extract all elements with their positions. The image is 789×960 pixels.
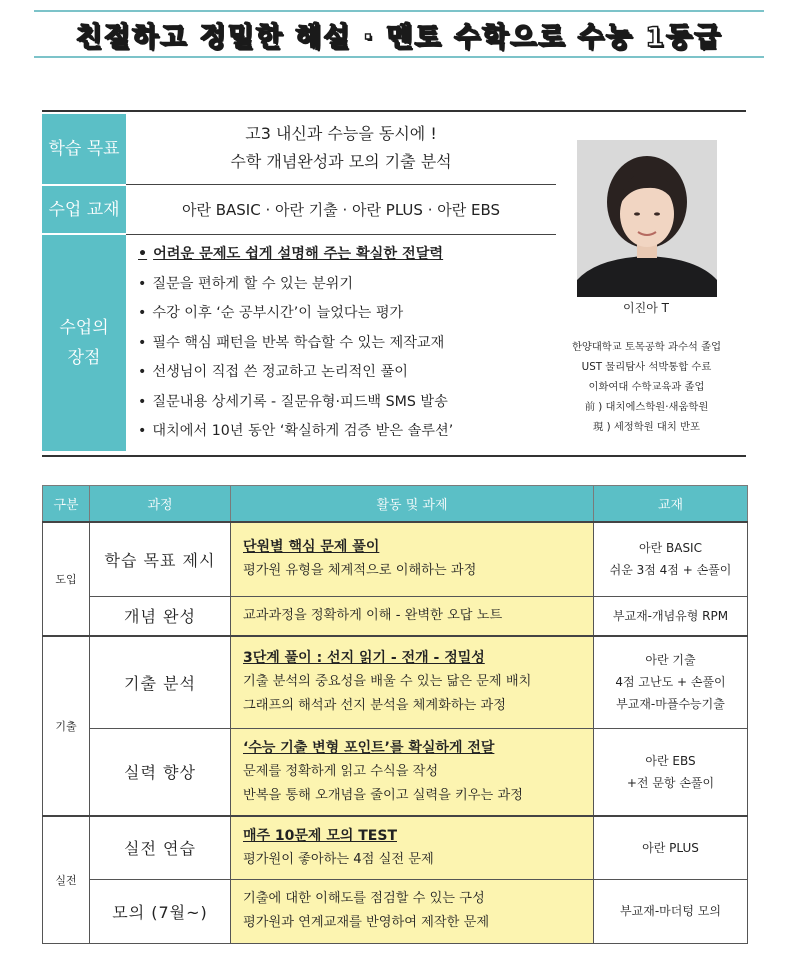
process-cell: 학습 목표 제시 [90, 522, 231, 596]
merit-item: • 선생님이 직접 쓴 정교하고 논리적인 풀이 [138, 364, 408, 380]
activity-cell: 교과과정을 정확하게 이해 - 완벽한 오답 노트 [231, 596, 594, 636]
activity-cell: ‘수능 기출 변형 포인트’를 확실하게 전달 문제를 정확하게 읽고 수식을 작성 반복을 통해 오개념을 줄이고 실력을 키우는 과정 [231, 728, 594, 816]
process-cell: 실력 향상 [90, 728, 231, 816]
merit-list [126, 234, 556, 452]
activity-cell: 3단계 풀이 : 선지 읽기 - 전개 - 정밀성 기출 분석의 중요성을 배울 수 있는 닮은 문제 배치 그래프의 해석과 선지 분석을 체계화하는 과정 [231, 636, 594, 728]
stage-cell: 도입 [43, 522, 90, 636]
stage-cell: 기출 [43, 636, 90, 816]
table-header-row [43, 486, 748, 523]
process-cell: 실전 연습 [90, 816, 231, 879]
merit-item: • 수강 이후 ‘순 공부시간’이 늘었다는 평가 [138, 305, 404, 321]
merit-item: • 질문을 편하게 할 수 있는 분위기 [138, 275, 354, 292]
career-line: 한양대학교 토목공학 과수석 졸업 [571, 341, 722, 353]
merit-item: • 필수 핵심 패턴을 반복 학습할 수 있는 제작교재 [138, 334, 445, 351]
teacher-name: 이진아 T [623, 301, 669, 315]
title-banner [34, 10, 764, 58]
activity-cell: 기출에 대한 이해도를 점검할 수 있는 구성 평가원과 연계교재를 반영하여 제작한 문제 [231, 879, 594, 943]
material-cell: 아란 EBS +전 문항 손풀이 [594, 728, 748, 816]
teacher-career [544, 337, 749, 437]
table-row [43, 879, 748, 943]
table-row [43, 596, 748, 636]
goal-line: 고3 내신과 수능을 동시에 ! [245, 124, 437, 143]
teacher-portrait-image [577, 140, 717, 297]
material-cell: 부교재-마더텅 모의 [594, 879, 748, 943]
merit-item: • 어려운 문제도 쉽게 설명해 주는 확실한 전달력 [138, 246, 444, 262]
career-line: 前 ) 대치에스학원·새움학원 [584, 401, 709, 413]
header-material: 교재 [594, 486, 748, 523]
book-label: 수업 교재 [42, 186, 126, 233]
table-row [43, 816, 748, 879]
career-line: UST 물리탐사 석박통합 수료 [581, 361, 712, 373]
table-row [43, 728, 748, 816]
header-stage: 구분 [43, 486, 90, 523]
process-cell: 개념 완성 [90, 596, 231, 636]
career-line: 이화여대 수학교육과 졸업 [588, 381, 705, 393]
course-info-section [42, 110, 746, 457]
table-row [43, 522, 748, 596]
process-cell: 기출 분석 [90, 636, 231, 728]
process-cell: 모의 (7월~) [90, 879, 231, 943]
merit-item: • 대치에서 10년 동안 ‘확실하게 검증 받은 솔루션’ [138, 423, 454, 439]
header-activity: 활동 및 과제 [231, 486, 594, 523]
goal-label: 학습 목표 [42, 114, 126, 184]
merit-label [42, 235, 126, 451]
material-cell: 아란 PLUS [594, 816, 748, 879]
activity-cell: 단원별 핵심 문제 풀이 평가원 유형을 체계적으로 이해하는 과정 [231, 522, 594, 596]
material-cell: 아란 BASIC 쉬운 3점 4점 + 손풀이 [594, 522, 748, 596]
career-line: 現 ) 세정학원 대치 반포 [593, 421, 700, 433]
merit-label-line: 수업의 [59, 318, 109, 338]
stage-cell: 실전 [43, 816, 90, 943]
merit-item: • 질문내용 상세기록 - 질문유형·피드백 SMS 발송 [138, 393, 448, 410]
goal-content [126, 112, 556, 185]
merit-label-line: 장점 [67, 348, 101, 368]
header-process: 과정 [90, 486, 231, 523]
book-content: 아란 BASIC · 아란 기출 · 아란 PLUS · 아란 EBS [126, 184, 556, 235]
teacher-photo [577, 140, 717, 297]
material-cell: 아란 기출 4점 고난도 + 손풀이 부교재-마플수능기출 [594, 636, 748, 728]
material-cell: 부교재-개념유형 RPM [594, 596, 748, 636]
table-row [43, 636, 748, 728]
banner-title: 친절하고 정밀한 해설 · 멘토 수학으로 수능 1등급 [75, 21, 723, 53]
goal-line: 수학 개념완성과 모의 기출 분석 [230, 152, 452, 171]
activity-cell: 매주 10문제 모의 TEST 평가원이 좋아하는 4점 실전 문제 [231, 816, 594, 879]
curriculum-table [42, 485, 748, 944]
